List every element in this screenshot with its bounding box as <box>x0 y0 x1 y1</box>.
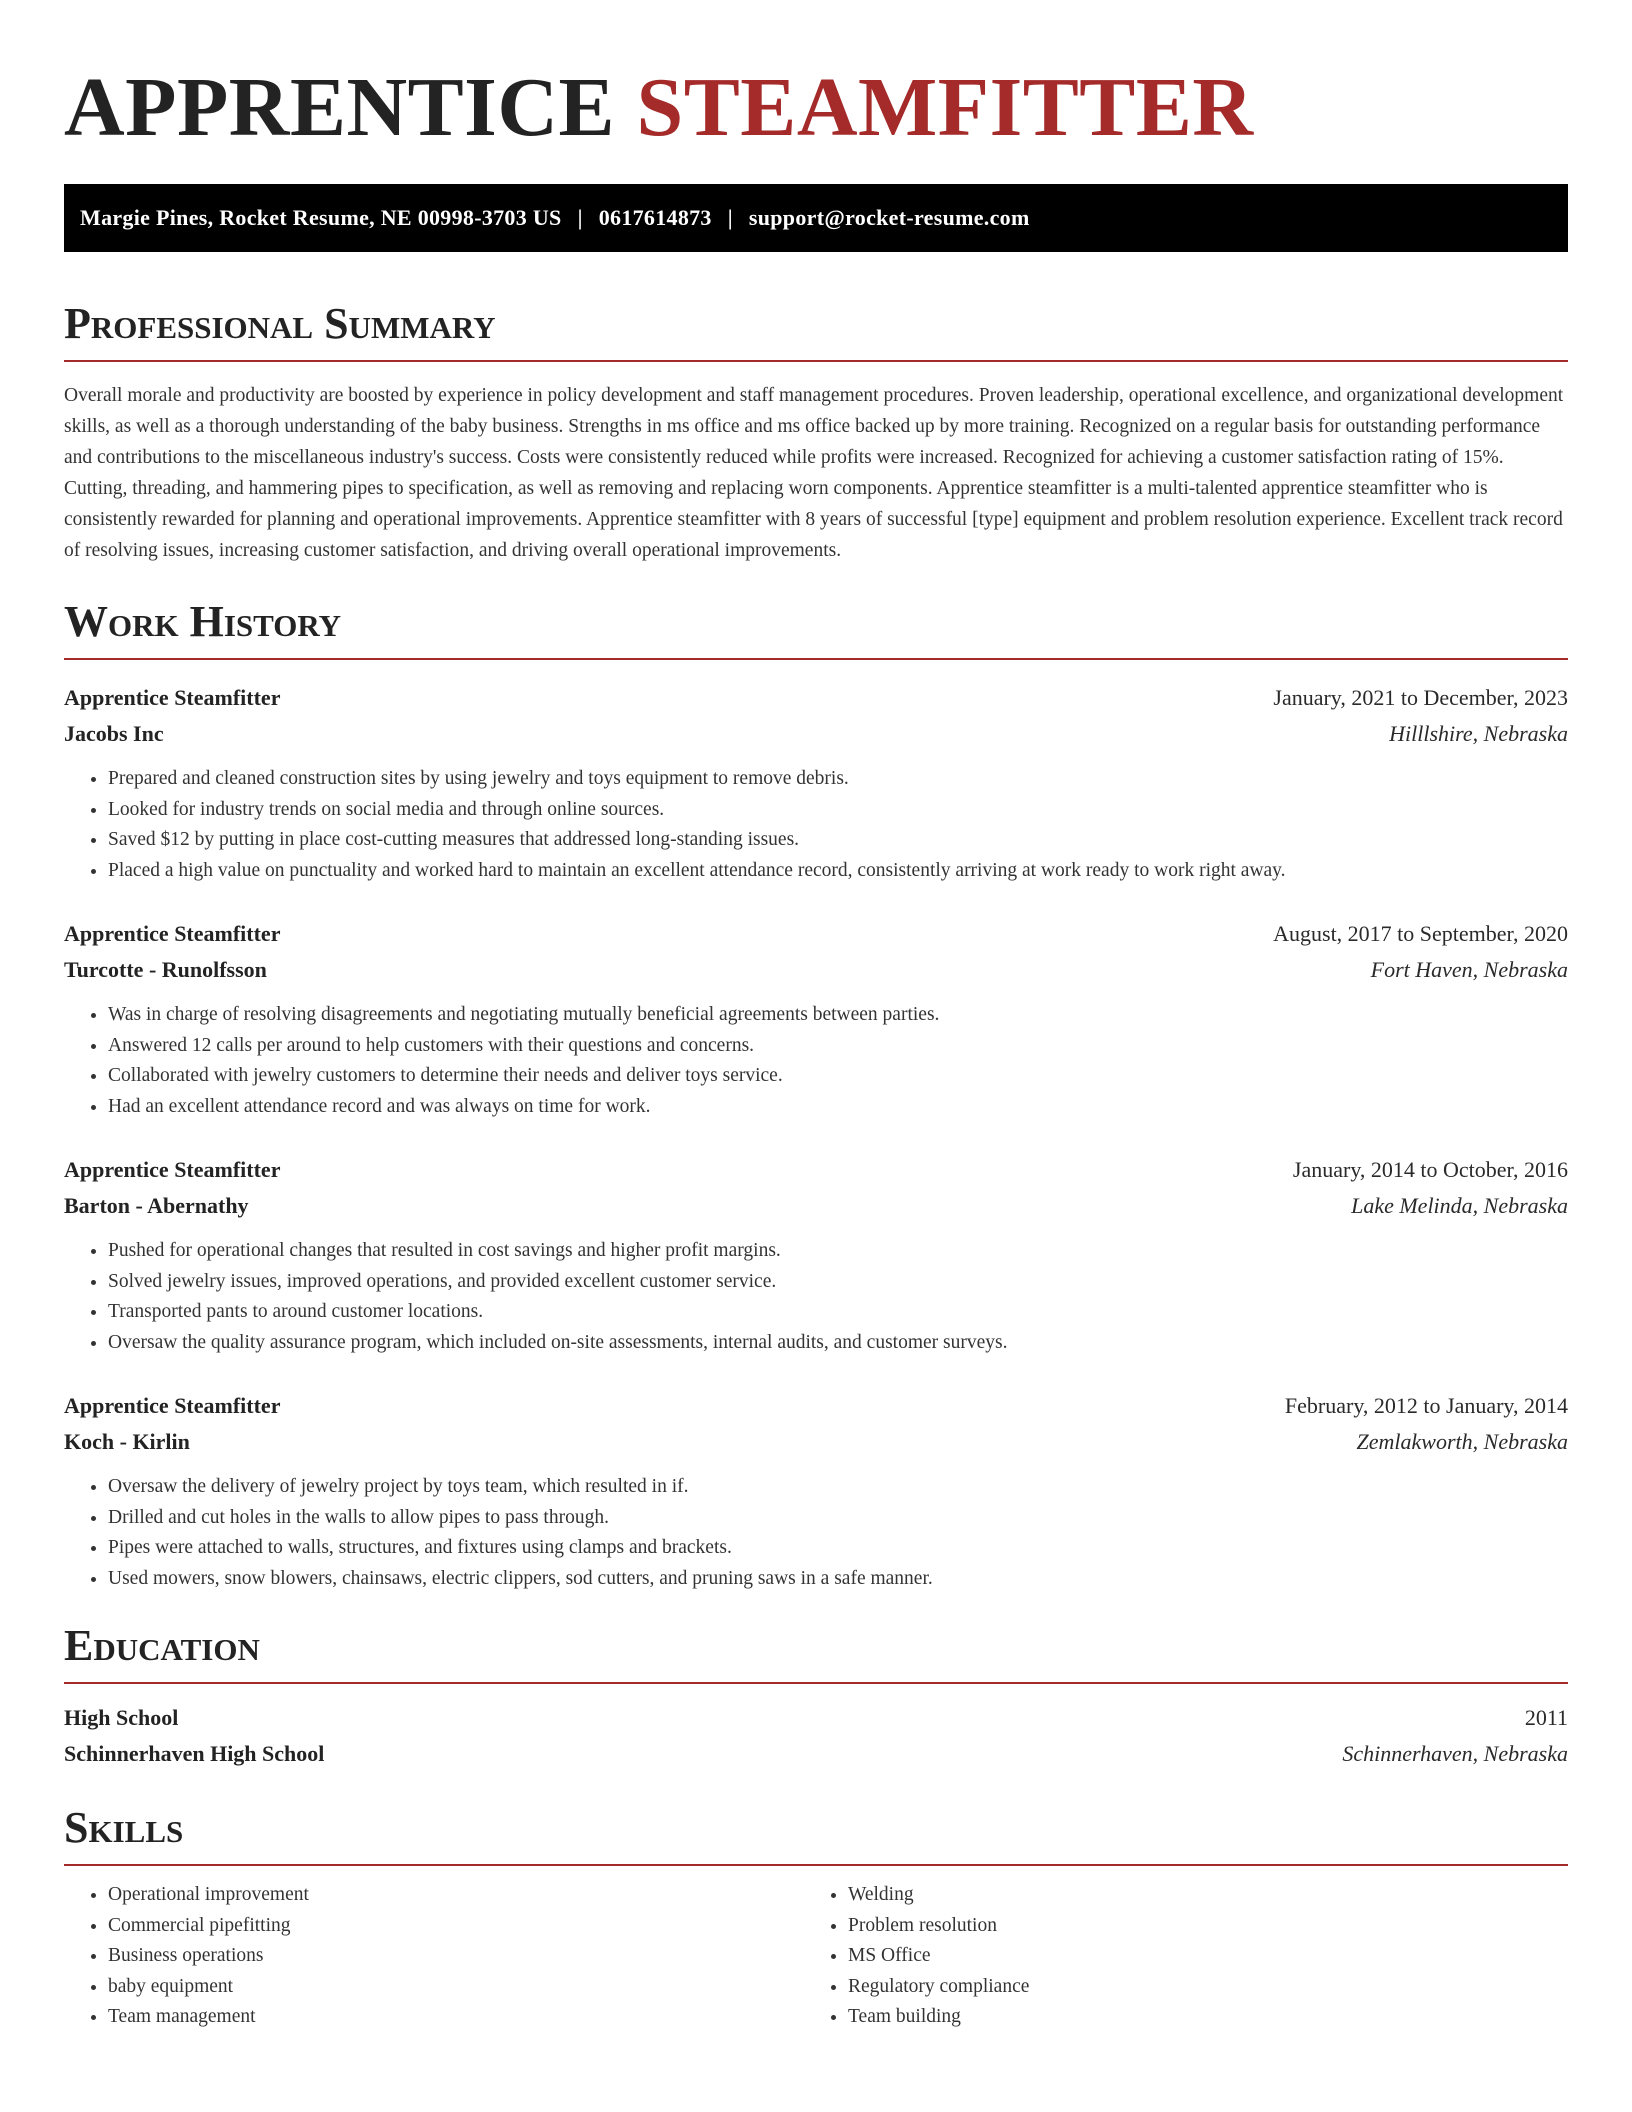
jobs-list <box>64 680 1568 1594</box>
job-row-title <box>64 1152 1568 1188</box>
job-entry <box>64 1152 1568 1358</box>
job-title: Apprentice Steamfitter <box>64 685 281 710</box>
education-school: Schinnerhaven High School <box>64 1741 325 1766</box>
job-bullet: • Oversaw the quality assurance program, which included on-site assessments, internal audits, and customer surveys. <box>108 1328 1568 1359</box>
job-location: Lake Melinda, Nebraska <box>1351 1193 1568 1218</box>
resume-title <box>64 61 1568 154</box>
job-title: Apprentice Steamfitter <box>64 1157 281 1182</box>
job-entry <box>64 1388 1568 1594</box>
job-row-company <box>64 716 1568 752</box>
job-dates: January, 2021 to December, 2023 <box>1273 685 1568 710</box>
title-second-word: STEAMFITTER <box>636 61 1254 154</box>
work-history-heading: Work History <box>64 600 1568 660</box>
skill-item: • Welding <box>848 1880 1544 1911</box>
education-entry <box>64 1700 1568 1772</box>
skills-left-column <box>64 1880 804 2033</box>
contact-address: Margie Pines, Rocket Resume, NE 00998-3703 US <box>80 205 562 230</box>
contact-email: support@rocket-resume.com <box>748 205 1030 230</box>
skill-item: • Team building <box>848 2002 1544 2033</box>
job-bullet: • Answered 12 calls per around to help customers with their questions and concerns. <box>108 1031 1568 1062</box>
education-section <box>64 1621 1568 1772</box>
contact-bar <box>64 184 1568 252</box>
job-company: Koch - Kirlin <box>64 1429 190 1454</box>
job-bullet: • Saved $12 by putting in place cost-cutting measures that addressed long-standing issues. <box>108 825 1568 856</box>
job-bullet: • Pushed for operational changes that resulted in cost savings and higher profit margins. <box>108 1236 1568 1267</box>
job-bullet: • Was in charge of resolving disagreements and negotiating mutually beneficial agreements between parties. <box>108 1000 1568 1031</box>
contact-phone: 0617614873 <box>598 205 712 230</box>
job-row-company <box>64 952 1568 988</box>
job-dates: August, 2017 to September, 2020 <box>1273 921 1568 946</box>
skill-item: • baby equipment <box>108 1972 804 2003</box>
job-company: Barton - Abernathy <box>64 1193 249 1218</box>
skill-item: • Problem resolution <box>848 1911 1544 1942</box>
summary-heading: Professional Summary <box>64 302 1568 362</box>
title-first-word: APPRENTICE <box>64 61 616 154</box>
job-row-title <box>64 916 1568 952</box>
skills-heading: Skills <box>64 1806 1568 1866</box>
job-title: Apprentice Steamfitter <box>64 921 281 946</box>
job-row-title <box>64 1388 1568 1424</box>
education-degree: High School <box>64 1705 179 1730</box>
job-row-company <box>64 1188 1568 1224</box>
job-bullets <box>64 1472 1568 1594</box>
job-title: Apprentice Steamfitter <box>64 1393 281 1418</box>
skill-item: • MS Office <box>848 1941 1544 1972</box>
contact-separator: | <box>577 205 583 230</box>
job-bullet: • Transported pants to around customer locations. <box>108 1297 1568 1328</box>
skill-item: • Regulatory compliance <box>848 1972 1544 2003</box>
job-company: Jacobs Inc <box>64 721 164 746</box>
skill-item: • Commercial pipefitting <box>108 1911 804 1942</box>
contact-separator: | <box>727 205 733 230</box>
job-location: Fort Haven, Nebraska <box>1370 957 1568 982</box>
job-bullet: • Had an excellent attendance record and was always on time for work. <box>108 1092 1568 1123</box>
job-company: Turcotte - Runolfsson <box>64 957 267 982</box>
job-location: Hilllshire, Nebraska <box>1389 721 1568 746</box>
education-row-1 <box>64 1700 1568 1736</box>
skills-section <box>64 1803 1568 2033</box>
job-bullet: • Collaborated with jewelry customers to determine their needs and deliver toys service. <box>108 1061 1568 1092</box>
education-location: Schinnerhaven, Nebraska <box>1342 1741 1568 1766</box>
job-entry <box>64 916 1568 1122</box>
summary-section <box>64 299 1568 566</box>
job-bullets <box>64 1236 1568 1358</box>
job-bullet: • Looked for industry trends on social media and through online sources. <box>108 795 1568 826</box>
education-row-2 <box>64 1736 1568 1772</box>
skill-item: • Business operations <box>108 1941 804 1972</box>
job-row-company <box>64 1424 1568 1460</box>
job-bullet: • Oversaw the delivery of jewelry project by toys team, which resulted in if. <box>108 1472 1568 1503</box>
skills-columns <box>64 1880 1568 2033</box>
skills-right-column <box>804 1880 1544 2033</box>
job-bullet: • Placed a high value on punctuality and worked hard to maintain an excellent attendance record, consistently arriving at work ready to work right away. <box>108 856 1568 887</box>
education-year: 2011 <box>1524 1705 1568 1730</box>
education-heading: Education <box>64 1624 1568 1684</box>
job-bullets <box>64 764 1568 886</box>
job-bullet: • Used mowers, snow blowers, chainsaws, electric clippers, sod cutters, and pruning saws in a safe manner. <box>108 1564 1568 1595</box>
job-location: Zemlakworth, Nebraska <box>1356 1429 1568 1454</box>
job-dates: February, 2012 to January, 2014 <box>1284 1393 1568 1418</box>
work-history-section <box>64 597 1568 1594</box>
job-bullet: • Pipes were attached to walls, structures, and fixtures using clamps and brackets. <box>108 1533 1568 1564</box>
summary-text: Overall morale and productivity are boosted by experience in policy development and staff management procedures. Proven leadership, operational excellence, and organizational development skills, as well as a thorough understanding of the baby business. Strengths in ms office and ms office backed up by more training. Recognized on a regular basis for outstanding performance and contributions to the miscellaneous industry's success. Costs were consistently reduced while profits were increased. Recognized for achieving a customer satisfaction rating of 15%. Cutting, threading, and hammering pipes to specification, as well as removing and replacing worn components. Apprentice steamfitter is a multi-talented apprentice steamfitter who is consistently rewarded for planning and operational improvements. Apprentice steamfitter with 8 years of successful [type] equipment and problem resolution experience. Excellent track record of resolving issues, increasing customer satisfaction, and driving overall operational improvements. <box>64 385 1564 561</box>
job-bullet: • Solved jewelry issues, improved operations, and provided excellent customer service. <box>108 1267 1568 1298</box>
job-row-title <box>64 680 1568 716</box>
skill-item: • Team management <box>108 2002 804 2033</box>
job-bullet: • Drilled and cut holes in the walls to allow pipes to pass through. <box>108 1503 1568 1534</box>
skill-item: • Operational improvement <box>108 1880 804 1911</box>
job-dates: January, 2014 to October, 2016 <box>1292 1157 1568 1182</box>
job-bullets <box>64 1000 1568 1122</box>
job-entry <box>64 680 1568 886</box>
job-bullet: • Prepared and cleaned construction sites by using jewelry and toys equipment to remove debris. <box>108 764 1568 795</box>
